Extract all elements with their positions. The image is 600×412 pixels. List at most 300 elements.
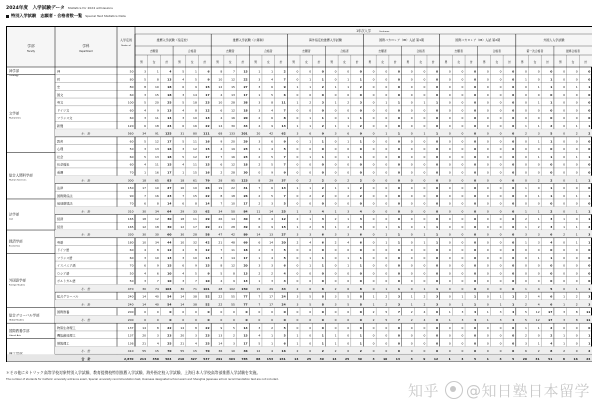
department-name: 国際関係法 <box>57 193 73 198</box>
cell-value: 38 <box>193 294 197 299</box>
cell-value: 0 <box>474 178 477 183</box>
cell-value: 23 <box>167 193 172 198</box>
cell-value: 4 <box>144 248 147 253</box>
cell-value: 21 <box>218 224 223 229</box>
cell-value: 2 <box>550 333 553 338</box>
cell-value: 0 <box>512 178 515 183</box>
cell-value: 0 <box>563 154 566 159</box>
cell-value: 0 <box>385 271 388 276</box>
cell-value: 11 <box>586 318 591 323</box>
cell-value: 17 <box>205 92 210 97</box>
cell-value: 95 <box>231 178 235 183</box>
cell-value: 1 <box>537 209 540 214</box>
cell-value: 1 <box>537 193 540 198</box>
cell-value: 0 <box>474 193 477 198</box>
cell-value: 3 <box>334 232 337 237</box>
cell-value: 0 <box>512 271 515 276</box>
cell-value: 55 <box>142 349 147 354</box>
cell-value: 0 <box>575 325 578 330</box>
cell-value: 0 <box>347 248 350 253</box>
cell-value: 0 <box>499 85 502 90</box>
cell-value: 0 <box>397 69 400 74</box>
quota-value: 470 <box>127 286 134 291</box>
cell-value: 0 <box>461 123 464 128</box>
cell-value: 1 <box>550 77 553 82</box>
cell-value: 4 <box>283 279 286 284</box>
cell-value: 1 <box>385 240 388 245</box>
cell-value: 9 <box>220 139 223 144</box>
cell-value: 0 <box>486 255 489 260</box>
quota-value: 60 <box>129 116 134 121</box>
cell-value: 8 <box>220 193 223 198</box>
cell-value: 32 <box>193 240 197 245</box>
gender-label: 女 <box>571 60 575 64</box>
cell-value: 15 <box>256 286 261 291</box>
cell-value: 0 <box>296 325 299 330</box>
cell-value: 15 <box>205 162 210 167</box>
cell-value: 0 <box>512 186 515 191</box>
cell-value: 1 <box>575 85 578 90</box>
cell-value: 4 <box>271 349 274 354</box>
cell-value: 0 <box>410 186 413 191</box>
cell-value: 0 <box>385 123 388 128</box>
cell-value: 16 <box>154 193 159 198</box>
cell-value: 5 <box>144 139 147 144</box>
cell-value: 3 <box>347 232 350 237</box>
cell-value: 22 <box>231 186 235 191</box>
cell-value: 1 <box>309 154 312 159</box>
cell-value: 27 <box>167 186 172 191</box>
cell-value: 0 <box>461 186 464 191</box>
cell-value: 0 <box>512 325 515 330</box>
cell-value: 6 <box>435 310 439 315</box>
cell-value: 5 <box>347 294 350 299</box>
cell-value: 16 <box>205 139 210 144</box>
cell-value: 0 <box>575 162 578 167</box>
cell-value: 0 <box>410 170 413 175</box>
cell-value: 1 <box>563 341 566 346</box>
cell-value: 14 <box>142 302 147 307</box>
cell-value: 150 <box>241 286 248 291</box>
gender-label: 計 <box>393 60 397 64</box>
cell-value: 16 <box>231 154 235 159</box>
cell-value: 0 <box>448 302 451 307</box>
cell-value: 3 <box>271 279 274 284</box>
cell-value: 0 <box>435 279 439 284</box>
cell-value: 104 <box>165 286 172 291</box>
cell-value: 0 <box>474 349 477 354</box>
cell-value: 54 <box>167 294 172 299</box>
cell-value: 0 <box>423 92 426 97</box>
cell-value: 18 <box>142 178 147 183</box>
cell-value: 7 <box>283 108 286 113</box>
cell-value: 25 <box>167 341 172 346</box>
cell-value: 0 <box>486 131 489 136</box>
cell-value: 6 <box>156 271 159 276</box>
cell-value: 34 <box>154 240 159 245</box>
cell-value: 23 <box>205 100 210 105</box>
cell-value: 0 <box>334 116 337 121</box>
cell-value: 4 <box>182 162 185 167</box>
cell-value: 5 <box>271 193 274 198</box>
cell-value: 12 <box>142 224 147 229</box>
cell-value: 123 <box>241 178 248 183</box>
group-sub-a-5: 志願者 <box>454 49 463 53</box>
gender-label: 女 <box>152 60 156 64</box>
cell-value: 15 <box>167 162 172 167</box>
cell-value: 1 <box>588 217 591 222</box>
cell-value: 0 <box>410 279 413 284</box>
cell-value: 2 <box>423 302 426 307</box>
cell-value: 1 <box>397 240 400 245</box>
cell-value: 22 <box>243 77 248 82</box>
cell-value: 2 <box>385 294 388 299</box>
cell-value: 9 <box>271 224 274 229</box>
cell-value: 0 <box>474 209 477 214</box>
cell-value: 24 <box>281 294 286 299</box>
cell-value: 41 <box>243 186 248 191</box>
cell-value: 30 <box>231 123 235 128</box>
cell-value: 3 <box>499 310 502 315</box>
cell-value: 0 <box>309 333 312 338</box>
cell-value: 6 <box>271 186 274 191</box>
cell-value: 8 <box>194 325 197 330</box>
cell-value: 15 <box>167 263 172 268</box>
cell-value: 0 <box>347 325 350 330</box>
department-header: 学科 <box>82 44 90 48</box>
cell-value: 0 <box>359 147 362 152</box>
cell-value: 0 <box>309 325 312 330</box>
cell-value: 4 <box>182 108 185 113</box>
cell-value: 20 <box>243 263 248 268</box>
cell-value: 4 <box>271 255 274 260</box>
cell-value: 0 <box>334 255 337 260</box>
cell-value: 0 <box>435 186 439 191</box>
cell-value: 0 <box>423 178 426 183</box>
cell-value: 1 <box>258 255 261 260</box>
cell-value: 2 <box>296 286 299 291</box>
cell-value: 0 <box>499 255 502 260</box>
cell-value: 0 <box>435 116 439 121</box>
cell-value: 4 <box>474 310 477 315</box>
cell-value: 11 <box>193 162 197 167</box>
cell-value: 0 <box>410 333 413 338</box>
cell-value: 0 <box>461 271 464 276</box>
cell-value: 2 <box>410 310 413 315</box>
cell-value: 1 <box>334 333 337 338</box>
cell-value: 0 <box>499 209 502 214</box>
cell-value: 2 <box>525 302 527 307</box>
cell-value: 0 <box>512 147 515 152</box>
cell-value: 0 <box>347 310 350 315</box>
cell-value: 0 <box>309 248 312 253</box>
cell-value: 6 <box>525 349 527 354</box>
cell-value: 0 <box>499 100 502 105</box>
cell-value: 4 <box>499 356 502 361</box>
gender-label: 計 <box>241 60 245 64</box>
cell-value: 0 <box>334 108 337 113</box>
cell-value: 0 <box>321 318 324 323</box>
cell-value: 0 <box>448 108 451 113</box>
cell-value: 18 <box>193 100 197 105</box>
cell-value: 1 <box>385 100 388 105</box>
cell-value: 0 <box>486 294 489 299</box>
subtotal-label: 小 計 <box>81 178 91 183</box>
cell-value: 1 <box>296 333 299 338</box>
cell-value: 8 <box>321 302 324 307</box>
gender-label: 男 <box>330 60 334 64</box>
cell-value: 0 <box>461 279 464 284</box>
cell-value: 0 <box>194 310 197 315</box>
cell-value: 1 <box>359 341 362 346</box>
cell-value: 0 <box>410 248 413 253</box>
cell-value: 0 <box>461 232 464 237</box>
cell-value: 0 <box>563 116 566 121</box>
cell-value: 0 <box>550 201 553 206</box>
subtotal-label: 小 計 <box>81 131 91 136</box>
cell-value: 0 <box>448 255 451 260</box>
cell-value: 4 <box>423 310 426 315</box>
cell-value: 70 <box>205 349 210 354</box>
cell-value: 14 <box>231 217 235 222</box>
cell-value: 0 <box>525 263 527 268</box>
cell-value: 8 <box>156 201 159 206</box>
cell-value: 0 <box>486 217 489 222</box>
cell-value: 0 <box>588 201 591 206</box>
cell-value: 3 <box>144 92 147 97</box>
cell-value: 1 <box>525 286 527 291</box>
gender-label: 男 <box>558 60 562 64</box>
cell-value: 0 <box>512 193 515 198</box>
cell-value: 5 <box>525 318 527 323</box>
cell-value: 0 <box>486 209 489 214</box>
quota-value: 60 <box>129 255 134 260</box>
department-name: 国文 <box>57 92 64 97</box>
cell-value: 0 <box>525 248 527 253</box>
cell-value: 0 <box>423 154 426 159</box>
cell-value: 0 <box>512 154 515 159</box>
cell-value: 1 <box>334 85 337 90</box>
cell-value: 0 <box>372 186 375 191</box>
cell-value: 2 <box>575 131 578 136</box>
cell-value: 0 <box>575 108 578 113</box>
cell-value: 7 <box>144 193 147 198</box>
cell-value: 0 <box>397 170 400 175</box>
cell-value: 0 <box>321 69 324 74</box>
cell-value: 3 <box>321 217 324 222</box>
cell-value: 8 <box>194 248 197 253</box>
cell-value: 0 <box>537 170 540 175</box>
cell-value: 0 <box>537 279 540 284</box>
cell-value: 0 <box>372 123 375 128</box>
cell-value: 1 <box>588 85 591 90</box>
cell-value: 13 <box>281 123 286 128</box>
cell-value: 2 <box>321 186 324 191</box>
cell-value: 0 <box>512 209 515 214</box>
cell-value: 1 <box>525 123 527 128</box>
cell-value: 17 <box>243 201 248 206</box>
quota-value: 60 <box>129 139 134 144</box>
cell-value: 39 <box>357 356 362 361</box>
cell-value: 3 <box>563 318 566 323</box>
cell-value: 0 <box>435 154 439 159</box>
cell-value: 3 <box>182 92 185 97</box>
cell-value: 0 <box>563 186 566 191</box>
cell-value: 0 <box>372 154 375 159</box>
faculty-name-1: 神学部 <box>9 68 20 73</box>
cell-value: 0 <box>372 193 375 198</box>
cell-value: 30 <box>180 286 185 291</box>
cell-value: 0 <box>499 263 502 268</box>
cell-value: 0 <box>563 108 566 113</box>
cell-value: 26 <box>218 217 223 222</box>
gender-label: 計 <box>508 60 511 64</box>
cell-value: 0 <box>347 162 350 167</box>
cell-value: 0 <box>397 162 400 167</box>
cell-value: 14 <box>256 232 261 237</box>
cell-value: 0 <box>448 154 451 159</box>
cell-value: 0 <box>499 154 502 159</box>
cell-value: 0 <box>525 271 527 276</box>
cell-value: 8 <box>194 201 197 206</box>
quota-value: 240 <box>127 294 134 299</box>
cell-value: 1 <box>309 217 312 222</box>
cell-value: 0 <box>461 255 464 260</box>
cell-value: 12 <box>231 77 235 82</box>
cell-value: 0 <box>233 310 235 315</box>
cell-value: 34 <box>218 209 223 214</box>
cell-value: 8 <box>550 349 553 354</box>
cell-value: 3 <box>258 108 261 113</box>
cell-value: 5 <box>283 201 286 206</box>
subtotal-label: 小 計 <box>81 232 91 237</box>
cell-value: 0 <box>499 108 502 113</box>
cell-value: 0 <box>537 162 540 167</box>
cell-value: 55 <box>231 294 235 299</box>
cell-value: 16 <box>281 349 286 354</box>
cell-value: 102 <box>229 286 235 291</box>
cell-value: 3 <box>309 209 312 214</box>
cell-value: 1 <box>321 333 324 338</box>
cell-value: 0 <box>563 178 566 183</box>
cell-value: 0 <box>563 131 566 136</box>
cell-value: 30 <box>154 232 159 237</box>
cell-value: 61 <box>193 178 197 183</box>
cell-value: 0 <box>499 69 502 74</box>
cell-value: 14 <box>193 92 197 97</box>
cell-value: 0 <box>385 69 388 74</box>
quota-value: 50 <box>129 147 134 152</box>
cell-value: 0 <box>499 349 502 354</box>
cell-value: 3 <box>372 356 375 361</box>
cell-value: 12 <box>231 162 235 167</box>
cell-value: 0 <box>347 201 350 206</box>
cell-value: 1 <box>258 147 261 152</box>
cell-value: 1 <box>347 255 350 260</box>
cell-value: 0 <box>588 116 591 121</box>
cell-value: 1 <box>321 116 324 121</box>
cell-value: 4 <box>182 77 185 82</box>
quota-value: 70 <box>129 201 134 206</box>
faculty-name-en-2: Humanities <box>9 117 21 120</box>
cell-value: 0 <box>537 147 540 152</box>
cell-value: 0 <box>512 240 515 245</box>
cell-value: 1 <box>563 333 566 338</box>
cell-value: 0 <box>359 92 362 97</box>
cell-value: 11 <box>193 139 197 144</box>
cell-value: 42 <box>231 232 235 237</box>
cell-value: 0 <box>321 248 324 253</box>
cell-value: 0 <box>385 77 388 82</box>
cell-value: 2 <box>423 294 426 299</box>
cell-value: 0 <box>537 116 540 121</box>
cell-value: 0 <box>563 248 566 253</box>
cell-value: 0 <box>563 69 566 74</box>
quota-value: 150 <box>127 186 134 191</box>
cell-value: 1 <box>385 224 388 229</box>
cell-value: 1 <box>588 240 591 245</box>
cell-value: 0 <box>588 325 591 330</box>
cell-value: 15 <box>154 349 159 354</box>
cell-value: 3 <box>182 255 185 260</box>
cell-value: 0 <box>512 333 515 338</box>
cell-value: 30 <box>243 170 248 175</box>
cell-value: 6 <box>321 232 324 237</box>
cell-value: 0 <box>588 248 591 253</box>
cell-value: 0 <box>296 154 299 159</box>
cell-value: 1 <box>410 294 413 299</box>
cell-value: 0 <box>309 147 312 152</box>
cell-value: 0 <box>309 69 312 74</box>
cell-value: 5 <box>182 100 185 105</box>
cell-value: 0 <box>410 240 413 245</box>
cell-value: 0 <box>525 201 527 206</box>
cell-value: 2 <box>359 349 362 354</box>
cell-value: 0 <box>144 310 147 315</box>
cell-value: 1 <box>347 263 350 268</box>
cell-value: 0 <box>385 248 388 253</box>
cell-value: 0 <box>334 92 337 97</box>
cell-value: 26 <box>205 186 210 191</box>
cell-value: 0 <box>512 77 515 82</box>
cell-value: 11 <box>193 217 197 222</box>
gender-label: 女 <box>419 60 423 64</box>
gender-label: 女 <box>190 60 194 64</box>
department-name: 総合グローバル <box>57 294 79 299</box>
cell-value: 8 <box>220 69 223 74</box>
cell-value: 0 <box>525 100 527 105</box>
cell-value: 0 <box>499 131 502 136</box>
cell-value: 0 <box>588 255 591 260</box>
cell-value: 2 <box>525 131 527 136</box>
cell-value: 0 <box>575 69 578 74</box>
cell-value: 2 <box>258 193 261 198</box>
department-name: フランス文 <box>57 116 73 121</box>
cell-value: 15 <box>154 92 159 97</box>
cell-value: 0 <box>359 325 362 330</box>
cell-value: 28 <box>218 178 223 183</box>
cell-value: 0 <box>499 77 502 82</box>
cell-value: 17 <box>167 139 172 144</box>
cell-value: 1 <box>397 286 400 291</box>
cell-value: 0 <box>423 217 426 222</box>
cell-value: 0 <box>207 310 210 315</box>
cell-value: 1 <box>372 294 375 299</box>
cell-value: 0 <box>397 271 400 276</box>
cell-value: 23 <box>205 333 210 338</box>
cell-value: 0 <box>309 162 312 167</box>
cell-value: 27 <box>243 85 248 90</box>
